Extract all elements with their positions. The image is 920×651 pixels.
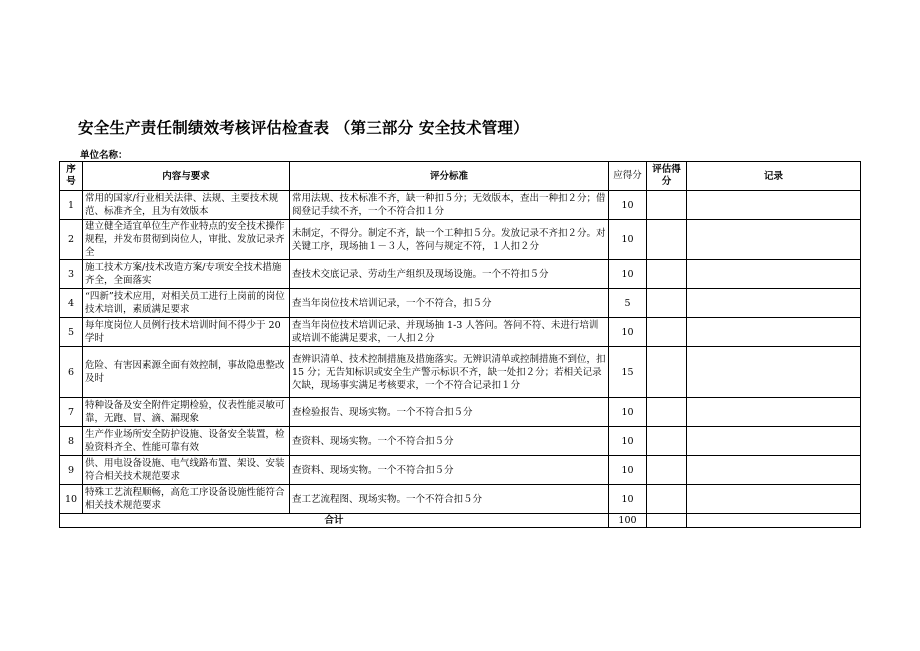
header-eval-score: 评估得分 [647, 162, 687, 191]
row-standard: 查辨识清单、技术控制措施及措施落实。无辨识清单或控制措施不到位，扣 15 分；无告知标识或安全生产警示标识不齐，缺一处扣２分；若相关记录欠缺，现场事实满足考核要求，一个不符合记录扣１分 [290, 347, 609, 398]
row-standard: 查工艺流程图、现场实物。一个不符合扣５分 [290, 485, 609, 514]
row-eval-score [647, 260, 687, 289]
row-record [687, 191, 861, 220]
table-row [60, 347, 861, 398]
header-record: 记录 [687, 162, 861, 191]
row-content: 特殊工艺流程顺畅，高危工序设备设施性能符合相关技术规范要求 [83, 485, 290, 514]
row-content: 施工技术方案/技术改造方案/专项安全技术措施齐全，全面落实 [83, 260, 290, 289]
row-eval-score [647, 220, 687, 260]
row-standard: 查当年岗位技术培训记录，一个不符合，扣５分 [290, 289, 609, 318]
row-score: 10 [609, 427, 647, 456]
row-record [687, 220, 861, 260]
row-content: 常用的国家/行业相关法律、法规、主要技术规范、标准齐全，且为有效版本 [83, 191, 290, 220]
row-content: 特种设备及安全附件定期检验，仪表性能灵敏可靠，无跑、冒、滴、漏现象 [83, 398, 290, 427]
row-record [687, 289, 861, 318]
row-standard: 常用法规、技术标准不齐，缺一种扣５分；无效版本，查出一种扣２分；借阅登记手续不齐，一个不符合扣１分 [290, 191, 609, 220]
total-eval [647, 514, 687, 528]
row-standard: 查检验报告、现场实物。一个不符合扣５分 [290, 398, 609, 427]
row-record [687, 347, 861, 398]
row-content: 建立健全适宜单位生产作业特点的安全技术操作规程，并发布贯彻到岗位人，审批、发放记录齐全 [83, 220, 290, 260]
row-record [687, 398, 861, 427]
row-score: 10 [609, 220, 647, 260]
table-row [60, 289, 861, 318]
row-score: 5 [609, 289, 647, 318]
row-seq: 3 [60, 260, 83, 289]
row-content: 危险、有害因素源全面有效控制，事故隐患整改及时 [83, 347, 290, 398]
row-record [687, 260, 861, 289]
row-record [687, 456, 861, 485]
row-seq: 1 [60, 191, 83, 220]
row-eval-score [647, 289, 687, 318]
table-row [60, 191, 861, 220]
table-row [60, 456, 861, 485]
row-seq: 7 [60, 398, 83, 427]
table-row [60, 318, 861, 347]
table-row [60, 398, 861, 427]
row-score: 10 [609, 398, 647, 427]
row-eval-score [647, 398, 687, 427]
row-score: 10 [609, 191, 647, 220]
table-row [60, 427, 861, 456]
header-standard: 评分标准 [290, 162, 609, 191]
row-record [687, 427, 861, 456]
row-record [687, 485, 861, 514]
unit-name-label: 单位名称： [80, 150, 128, 161]
evaluation-table [59, 161, 861, 528]
row-eval-score [647, 191, 687, 220]
page-title: 安全生产责任制绩效考核评估检查表 （第三部分 安全技术管理） [78, 119, 529, 137]
total-score: 100 [609, 514, 647, 528]
row-content: 每年度岗位人员例行技术培训时间不得少于 20 学时 [83, 318, 290, 347]
header-seq: 序号 [60, 162, 83, 191]
header-should-score: 应得分 [609, 162, 647, 191]
row-score: 15 [609, 347, 647, 398]
table-row [60, 485, 861, 514]
row-seq: 8 [60, 427, 83, 456]
row-eval-score [647, 318, 687, 347]
row-content: “四新”技术应用，对相关员工进行上岗前的岗位技术培训，素质满足要求 [83, 289, 290, 318]
row-eval-score [647, 456, 687, 485]
table-row [60, 260, 861, 289]
row-seq: 4 [60, 289, 83, 318]
row-seq: 6 [60, 347, 83, 398]
row-content: 供、用电设备设施、电气线路布置、架设、安装符合相关技术规范要求 [83, 456, 290, 485]
row-seq: 2 [60, 220, 83, 260]
total-label: 合计 [60, 514, 609, 528]
table-header-row [60, 162, 861, 191]
table-row [60, 220, 861, 260]
row-score: 10 [609, 318, 647, 347]
row-standard: 查当年岗位技术培训记录、并现场抽 1-3 人答问。答问不符、未进行培训或培训不能满足要求，一人扣２分 [290, 318, 609, 347]
total-row [60, 514, 861, 528]
row-content: 生产作业场所安全防护设施、设备安全装置，检验资料齐全、性能可靠有效 [83, 427, 290, 456]
row-standard: 查技术交底记录、劳动生产组织及现场设施。一个不符扣５分 [290, 260, 609, 289]
row-standard: 查资料、现场实物。一个不符合扣５分 [290, 427, 609, 456]
row-eval-score [647, 347, 687, 398]
row-score: 10 [609, 485, 647, 514]
row-record [687, 318, 861, 347]
row-standard: 未制定，不得分。制定不齐，缺一个工种扣５分。发放记录不齐扣２分。对关键工序，现场抽１－３人，答问与规定不符，１人扣２分 [290, 220, 609, 260]
row-eval-score [647, 427, 687, 456]
row-standard: 查资料、现场实物。一个不符合扣５分 [290, 456, 609, 485]
row-score: 10 [609, 260, 647, 289]
row-seq: 10 [60, 485, 83, 514]
header-content: 内容与要求 [83, 162, 290, 191]
row-score: 10 [609, 456, 647, 485]
row-seq: 5 [60, 318, 83, 347]
row-eval-score [647, 485, 687, 514]
row-seq: 9 [60, 456, 83, 485]
total-record [687, 514, 861, 528]
